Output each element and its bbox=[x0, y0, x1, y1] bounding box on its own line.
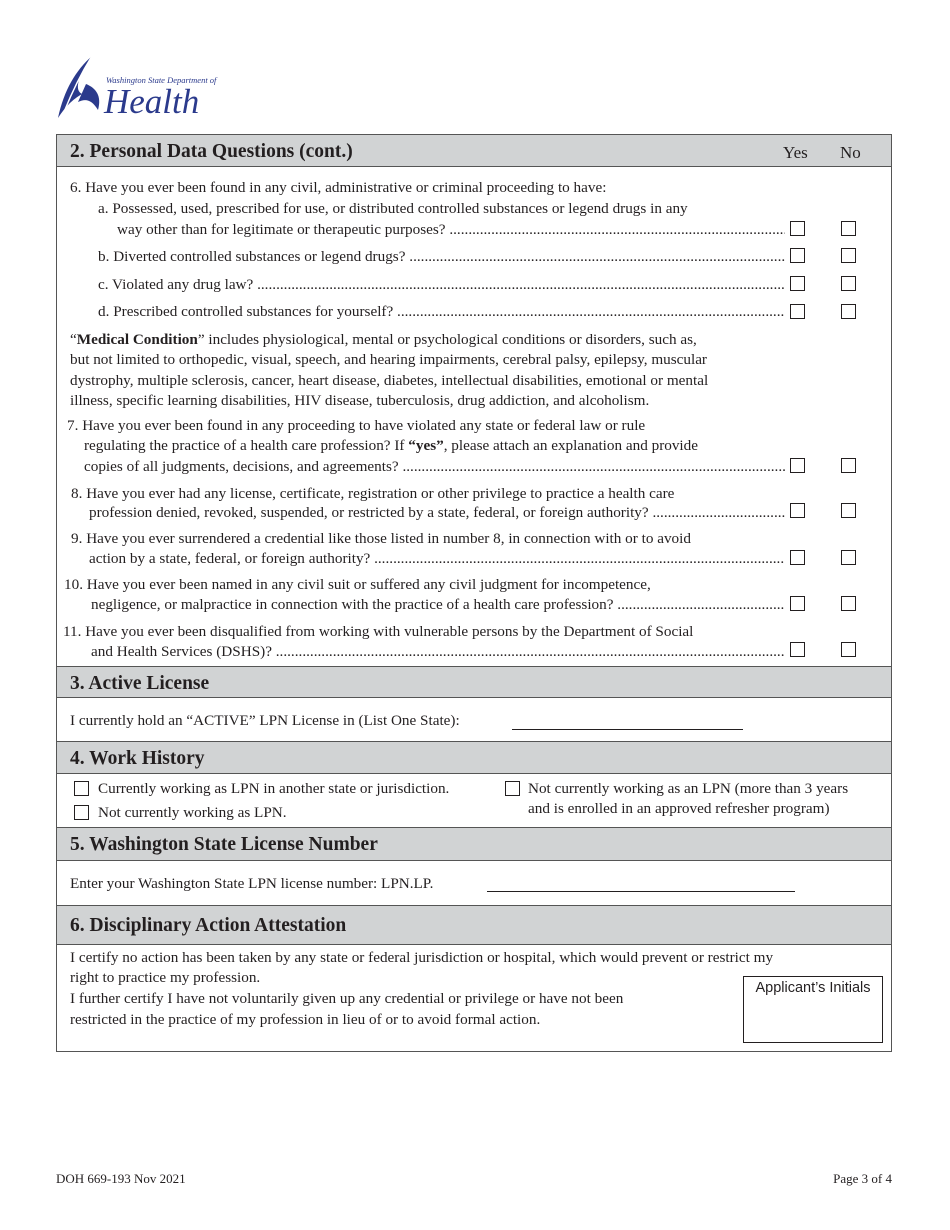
attestation-line1: I certify no action has been taken by any state or federal jurisdiction or hospital, which would prevent or restrict my bbox=[70, 949, 774, 966]
q10-no-checkbox[interactable] bbox=[841, 596, 856, 611]
question-9-line1: 9. Have you ever surrendered a credential like those listed in number 8, in connection with or to avoid bbox=[71, 530, 691, 547]
question-11-line2: and Health Services (DSHS)? ..... bbox=[91, 642, 785, 662]
q9-yes-checkbox[interactable] bbox=[790, 550, 805, 565]
refresher-program-label-line2: and is enrolled in an approved refresher program) bbox=[528, 800, 830, 817]
active-license-label: I currently hold an “ACTIVE” LPN License in (List One State): bbox=[70, 712, 460, 729]
applicant-initials-box[interactable] bbox=[743, 976, 883, 1043]
question-7-line2: regulating the practice of a health care profession? If “yes”, please attach an explanation and provide bbox=[84, 437, 698, 454]
question-11-line1: 11. Have you ever been disqualified from working with vulnerable persons by the Department of Social bbox=[63, 623, 694, 640]
q6a-no-checkbox[interactable] bbox=[841, 221, 856, 236]
q11-no-checkbox[interactable] bbox=[841, 642, 856, 657]
not-working-checkbox[interactable] bbox=[74, 805, 89, 820]
no-column-header: No bbox=[840, 143, 861, 162]
medical-condition-term: Medical Condition bbox=[76, 331, 198, 348]
section-title: 3. Active License bbox=[70, 673, 210, 694]
refresher-program-checkbox[interactable] bbox=[505, 781, 520, 796]
question-6a-line1: a. Possessed, used, prescribed for use, or distributed controlled substances or legend drugs in any bbox=[98, 200, 688, 217]
working-other-state-label: Currently working as LPN in another state or jurisdiction. bbox=[98, 780, 450, 797]
applicant-initials-label: Applicant’s Initials bbox=[755, 980, 871, 996]
question-6a-line2: way other than for legitimate or therapeutic purposes? ..... bbox=[117, 220, 785, 240]
not-working-label: Not currently working as LPN. bbox=[98, 804, 287, 821]
logo-department-text: Washington State Department of bbox=[106, 75, 217, 85]
question-6d: d. Prescribed controlled substances for yourself? ..... bbox=[98, 302, 785, 322]
page-number: Page 3 of 4 bbox=[833, 1171, 892, 1186]
section-title: 6. Disciplinary Action Attestation bbox=[70, 915, 347, 936]
question-6b: b. Diverted controlled substances or legend drugs? ..... bbox=[98, 247, 785, 267]
question-8-line2: profession denied, revoked, suspended, or restricted by a state, federal, or foreign authority? ..... bbox=[89, 503, 785, 523]
feather-logo-icon bbox=[56, 54, 104, 120]
attestation-line4: restricted in the practice of my profession in lieu of or to avoid formal action. bbox=[70, 1011, 541, 1028]
form-number: DOH 669-193 Nov 2021 bbox=[56, 1171, 186, 1186]
yes-column-header: Yes bbox=[783, 143, 808, 162]
section-5-header bbox=[57, 827, 891, 861]
q6a-yes-checkbox[interactable] bbox=[790, 221, 805, 236]
question-7-line3: copies of all judgments, decisions, and agreements? ..... bbox=[84, 457, 785, 477]
section-3-header bbox=[57, 666, 891, 698]
attestation-line3: I further certify I have not voluntarily given up any credential or privilege or have not been bbox=[70, 990, 624, 1007]
section-2-header bbox=[57, 134, 891, 167]
section-title: 2. Personal Data Questions (cont.) bbox=[70, 141, 353, 162]
question-10-line1: 10. Have you ever been named in any civil suit or suffered any civil judgment for incompetence, bbox=[64, 576, 651, 593]
wa-license-label: Enter your Washington State LPN license number: LPN.LP. bbox=[70, 875, 434, 892]
q10-yes-checkbox[interactable] bbox=[790, 596, 805, 611]
section-6-header bbox=[57, 905, 891, 945]
question-6c: c. Violated any drug law? ..... bbox=[98, 275, 785, 295]
medical-condition-line3: dystrophy, multiple sclerosis, cancer, heart disease, diabetes, intellectual disabilities, emotional or mental bbox=[70, 372, 709, 389]
section-title: 5. Washington State License Number bbox=[70, 834, 378, 855]
logo-health-text: Health bbox=[104, 82, 200, 121]
section-title: 4. Work History bbox=[70, 748, 205, 769]
active-license-state-field[interactable] bbox=[512, 729, 743, 730]
q11-yes-checkbox[interactable] bbox=[790, 642, 805, 657]
refresher-program-label-line1: Not currently working as an LPN (more than 3 years bbox=[528, 780, 849, 797]
question-8-line1: 8. Have you ever had any license, certificate, registration or other privilege to practice a health care bbox=[71, 485, 675, 502]
medical-condition-line4: illness, specific learning disabilities, HIV disease, tuberculosis, drug addiction, and alcoholism. bbox=[70, 392, 650, 409]
q8-no-checkbox[interactable] bbox=[841, 503, 856, 518]
question-10-line2: negligence, or malpractice in connection with the practice of a health care profession? ..... bbox=[91, 595, 785, 615]
wa-license-number-field[interactable] bbox=[487, 891, 795, 892]
medical-condition-line1: “Medical Condition” includes physiological, mental or psychological conditions or disorders, such as, bbox=[70, 331, 697, 348]
q9-no-checkbox[interactable] bbox=[841, 550, 856, 565]
q6b-no-checkbox[interactable] bbox=[841, 248, 856, 263]
q6d-no-checkbox[interactable] bbox=[841, 304, 856, 319]
q6c-no-checkbox[interactable] bbox=[841, 276, 856, 291]
q6d-yes-checkbox[interactable] bbox=[790, 304, 805, 319]
medical-condition-line2: but not limited to orthopedic, visual, speech, and hearing impairments, cerebral palsy, epilepsy, muscular bbox=[70, 351, 707, 368]
q8-yes-checkbox[interactable] bbox=[790, 503, 805, 518]
question-9-line2: action by a state, federal, or foreign authority? ..... bbox=[89, 549, 785, 569]
working-other-state-checkbox[interactable] bbox=[74, 781, 89, 796]
section-4-header bbox=[57, 741, 891, 774]
q6b-yes-checkbox[interactable] bbox=[790, 248, 805, 263]
question-6: 6. Have you ever been found in any civil, administrative or criminal proceeding to have: bbox=[70, 179, 607, 196]
q7-yes-checkbox[interactable] bbox=[790, 458, 805, 473]
q7-no-checkbox[interactable] bbox=[841, 458, 856, 473]
q6c-yes-checkbox[interactable] bbox=[790, 276, 805, 291]
question-7-line1: 7. Have you ever been found in any proceeding to have violated any state or federal law or rule bbox=[67, 417, 646, 434]
attestation-line2: right to practice my profession. bbox=[70, 969, 261, 986]
